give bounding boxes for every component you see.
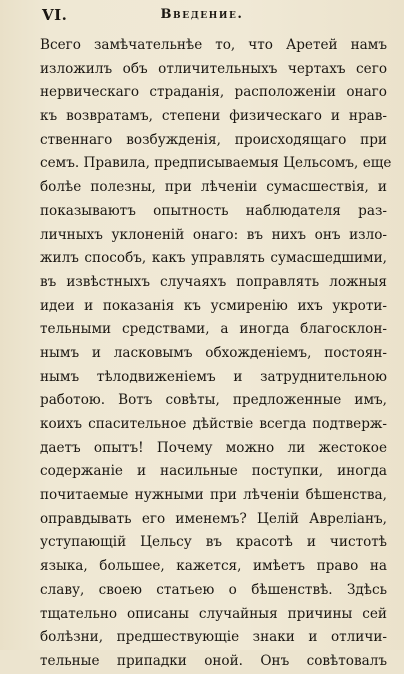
text-line: ственнаго возбужденія, происходящаго при <box>40 131 387 148</box>
text-line: болѣзни, предшествующіе знаки и отличи- <box>40 629 387 646</box>
text-line: почитаемые нужными при лѣченіи бѣшенства, <box>40 487 387 504</box>
text-line: тельными средствами, а иногда благосклон- <box>40 321 387 338</box>
text-line: личныхъ уклоненій онаго: въ нихъ онъ изло- <box>40 226 387 243</box>
text-line: къ возвратамъ, степени физическаго и нрав- <box>40 108 387 125</box>
text-line: тщательно описаны случайныя причины сей <box>40 605 387 622</box>
text-line: Всего замѣчательнѣе то, что Аретей намъ <box>40 37 387 53</box>
text-line: оправдывать его именемъ? Целій Аврелiанъ, <box>40 510 387 527</box>
page-header <box>0 6 404 26</box>
text-line: нервическаго страданія, расположеніи онаго <box>40 84 387 101</box>
text-line: даетъ опытъ! Почему можно ли жестокое <box>40 439 387 456</box>
text-line: идеи и показанія къ усмиренію ихъ укроти- <box>40 297 387 314</box>
text-line: уступающій Цельсу въ красотѣ и чистотѣ <box>40 534 387 551</box>
text-line: коихъ спасительное дѣйствіе всегда подтверж- <box>40 416 387 432</box>
text-line: работою. Вотъ совѣты, предложенные имъ, <box>40 392 387 409</box>
text-line: болѣе полезны, при лѣченіи сумасшествія, и <box>40 179 387 196</box>
text-line: нымъ тѣлодвиженіемъ и затруднительною <box>40 368 387 385</box>
text-line: языка, большее, кажется, имѣетъ право на <box>40 558 387 575</box>
text-line: содержаніе и насильные поступки, иногда <box>40 463 387 480</box>
text-line: изложилъ объ отличительныхъ чертахъ сего <box>40 60 387 77</box>
text-line: жилъ способъ, какъ управлять сумасшедшими, <box>40 250 387 267</box>
body-text <box>40 34 392 674</box>
running-head: Введение. <box>160 7 244 22</box>
text-line: показываютъ опытность наблюдателя раз- <box>40 202 387 219</box>
text-line: нымъ и ласковымъ обхожденіемъ, постоян- <box>40 344 387 361</box>
text-line: тельные припадки оной. Онъ совѣтовалъ <box>40 652 387 669</box>
text-line: семъ. Правила, предписываемыя Цельсомъ, еще <box>40 155 392 172</box>
text-line: славу, своею статьею о бѣшенствѣ. Здѣсь <box>40 581 387 598</box>
text-line: въ извѣстныхъ случаяхъ поправлять ложныя <box>40 273 387 290</box>
page-number: VI. <box>42 6 68 24</box>
